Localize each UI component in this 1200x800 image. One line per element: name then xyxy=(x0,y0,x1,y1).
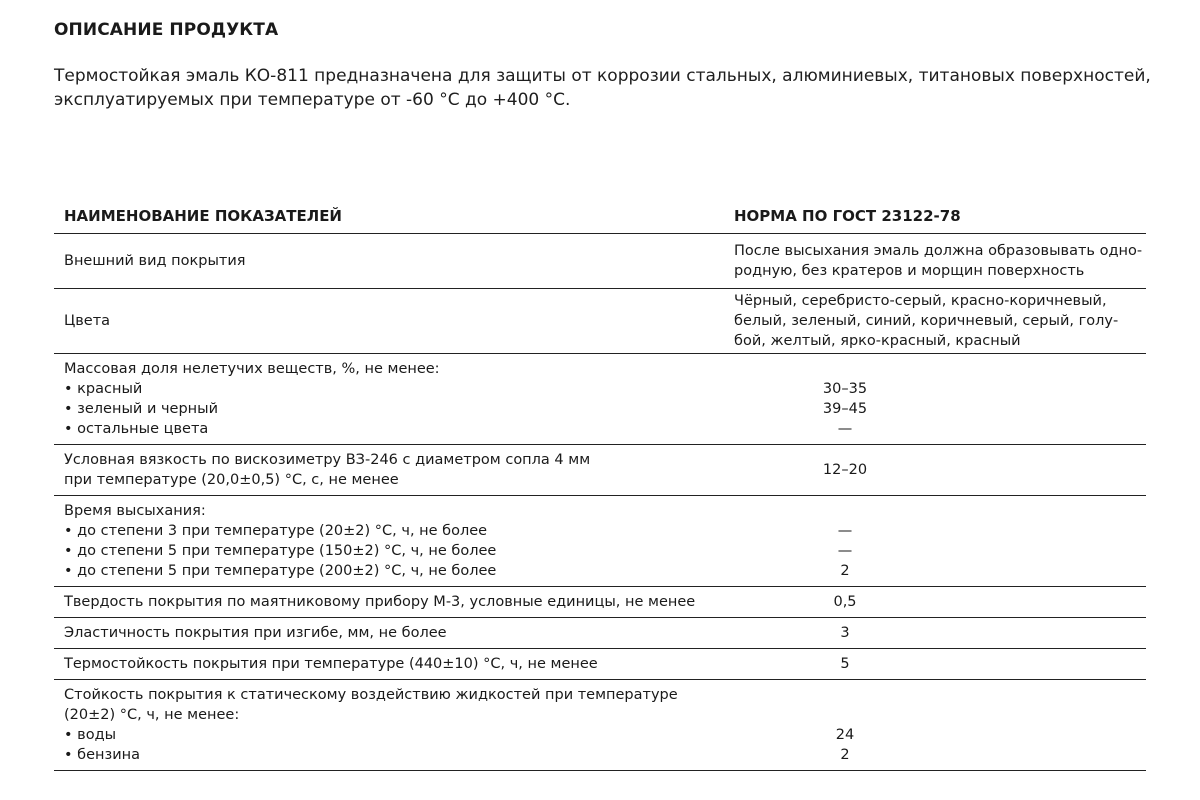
indicator-value-line: белый, зеленый, синий, коричневый, серый, голу- xyxy=(734,313,1119,329)
indicator-value-line: 2 xyxy=(840,747,850,763)
indicator-value xyxy=(724,587,1146,618)
indicator-value-line: 0,5 xyxy=(833,594,857,610)
indicator-value-line: — xyxy=(837,523,853,539)
indicator-value-line: 3 xyxy=(840,625,850,641)
column-header-name: НАИМЕНОВАНИЕ ПОКАЗАТЕЛЕЙ xyxy=(54,195,724,234)
indicator-value xyxy=(724,354,1146,445)
indicator-name-line: Условная вязкость по вискозиметру ВЗ-246 с диаметром сопла 4 мм xyxy=(64,452,591,468)
indicator-name-line: Массовая доля нелетучих веществ, %, не менее: xyxy=(64,361,440,377)
column-header-norm: НОРМА ПО ГОСТ 23122-78 xyxy=(724,195,1146,234)
indicator-value xyxy=(724,649,1146,680)
indicator-value xyxy=(724,496,1146,587)
indicator-name-line: • бензина xyxy=(64,747,141,763)
indicator-value-line: 30–35 xyxy=(822,381,868,397)
indicator-value-line: 24 xyxy=(835,727,855,743)
indicator-name-line: Эластичность покрытия при изгибе, мм, не более xyxy=(64,625,447,641)
indicator-name xyxy=(54,354,724,445)
indicator-value-line: Чёрный, серебристо-серый, красно-коричневый, xyxy=(734,293,1107,309)
indicator-value-line: — xyxy=(837,421,853,437)
table-row xyxy=(54,289,1146,354)
description-line: эксплуатируемых при температуре от -60 °С до +400 °С. xyxy=(54,90,571,110)
indicator-value xyxy=(724,618,1146,649)
indicator-value-line xyxy=(724,705,966,725)
indicator-name xyxy=(54,289,724,354)
indicator-value-line: 39–45 xyxy=(822,401,868,417)
indicator-name xyxy=(54,587,724,618)
indicator-value-line xyxy=(724,359,966,379)
indicator-value xyxy=(724,445,1146,496)
indicator-value-line: 2 xyxy=(840,563,850,579)
table-row xyxy=(54,445,1146,496)
table-row xyxy=(54,496,1146,587)
table-row xyxy=(54,649,1146,680)
indicator-name-line: • до степени 3 при температуре (20±2) °С, ч, не более xyxy=(64,523,488,539)
indicator-value-line: После высыхания эмаль должна образовывать одно- xyxy=(734,243,1143,259)
indicator-name-line: при температуре (20,0±0,5) °С, с, не менее xyxy=(64,472,399,488)
indicator-name-line: • воды xyxy=(64,727,117,743)
indicator-name-line: Стойкость покрытия к статическому воздействию жидкостей при температуре xyxy=(64,687,678,703)
indicator-value-line: 12–20 xyxy=(822,462,868,478)
description-line: Термостойкая эмаль КО-811 предназначена для защиты от коррозии стальных, алюминиевых, титановых поверхностей, xyxy=(54,66,1151,86)
indicator-value xyxy=(724,289,1146,354)
indicator-name-line: Цвета xyxy=(64,313,111,329)
specifications-table xyxy=(54,195,1146,771)
indicator-name-line: • зеленый и черный xyxy=(64,401,219,417)
table-row xyxy=(54,587,1146,618)
table-row xyxy=(54,680,1146,771)
indicator-name-line: Внешний вид покрытия xyxy=(64,253,246,269)
indicator-name-line: • остальные цвета xyxy=(64,421,209,437)
indicator-name-line: • красный xyxy=(64,381,143,397)
indicator-name xyxy=(54,680,724,771)
indicator-value-line xyxy=(724,501,966,521)
indicator-name xyxy=(54,445,724,496)
indicator-name xyxy=(54,234,724,289)
table-row xyxy=(54,234,1146,289)
indicator-name-line: Время высыхания: xyxy=(64,503,206,519)
indicator-name-line: Твердость покрытия по маятниковому прибору М-3, условные единицы, не менее xyxy=(64,594,696,610)
table-row xyxy=(54,354,1146,445)
indicator-name xyxy=(54,618,724,649)
table-header-row xyxy=(54,195,1146,234)
indicator-name xyxy=(54,496,724,587)
indicator-value-line: родную, без кратеров и морщин поверхность xyxy=(734,263,1085,279)
indicator-value-line: 5 xyxy=(840,656,850,672)
section-title: ОПИСАНИЕ ПРОДУКТА xyxy=(54,20,279,40)
indicator-name-line: • до степени 5 при температуре (150±2) °С, ч, не более xyxy=(64,543,497,559)
indicator-value xyxy=(724,680,1146,771)
indicator-value-line: — xyxy=(837,543,853,559)
indicator-name xyxy=(54,649,724,680)
indicator-name-line: (20±2) °С, ч, не менее: xyxy=(64,707,240,723)
indicator-value-line xyxy=(724,685,966,705)
indicator-name-line: • до степени 5 при температуре (200±2) °С, ч, не более xyxy=(64,563,497,579)
indicator-value xyxy=(724,234,1146,289)
table-row xyxy=(54,618,1146,649)
indicator-value-line: бой, желтый, ярко-красный, красный xyxy=(734,333,1021,349)
product-description xyxy=(54,64,1164,112)
indicator-name-line: Термостойкость покрытия при температуре (440±10) °С, ч, не менее xyxy=(64,656,598,672)
